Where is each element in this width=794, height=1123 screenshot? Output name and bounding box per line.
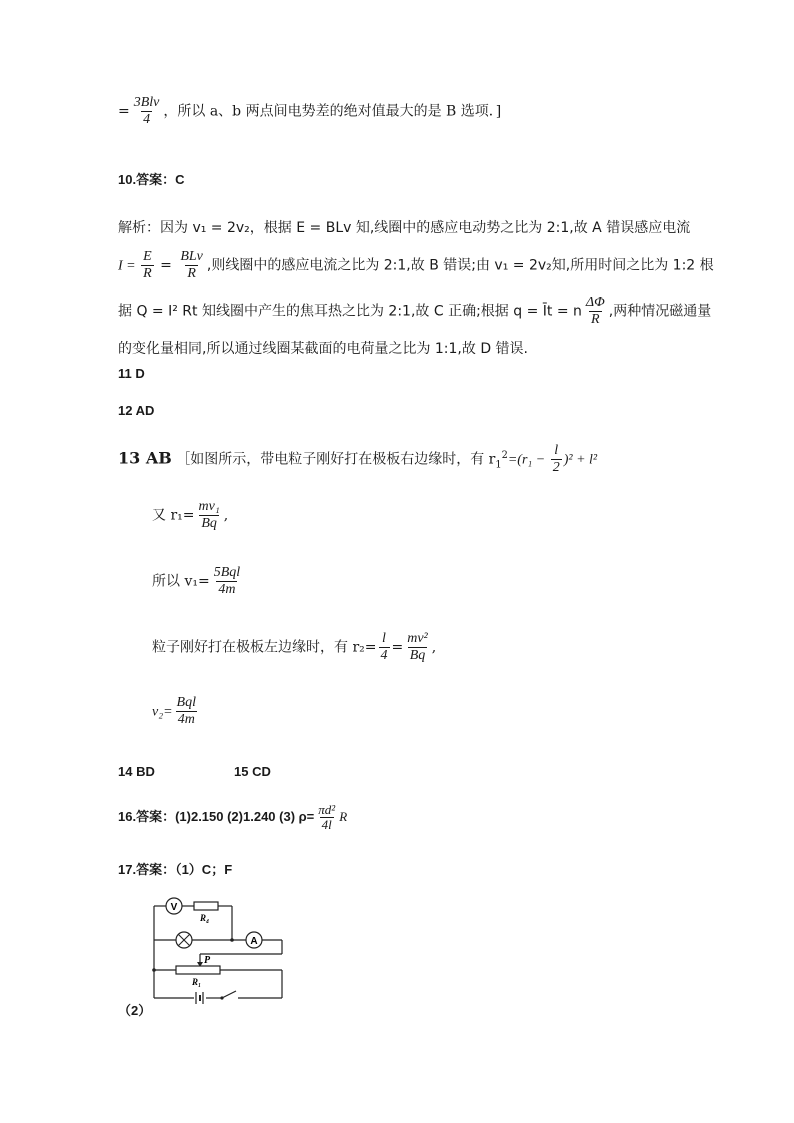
- q16-answer: 16.答案：(1)2.150 (2)1.240 (3) ρ= $\frac{\text{πd²}}{4l}$ R: [118, 802, 348, 832]
- q13-line-4: 粒子刚好打在极板左边缘时，有 r₂= $\frac{l}{4}$ = $\frac{\text{mv²}}{Bq}$ ,: [152, 631, 437, 663]
- fraction-e-r: $\frac{E}{R}$: [143, 249, 152, 281]
- resistor-r4: [194, 902, 218, 910]
- fraction-blv-r: $\frac{\text{BLv}}{R}$: [180, 249, 203, 281]
- slider-label: P: [204, 955, 211, 966]
- fraction-pid2-4l: $\frac{\text{πd²}}{4l}$: [318, 802, 336, 832]
- q10-label: 10.答案：C: [118, 172, 185, 187]
- q10-line-2: I = $\frac{E}{R}$ = $\frac{\text{BLv}}{R}$ ,则线圈中的感应电流之比为 2:1,故 B 错误;由 v₁ = 2v₂知,所用时间之比为 1:2 根: [118, 249, 714, 281]
- fraction-3blv-4: $\frac{\text{3Blv}}{4}$: [133, 95, 160, 127]
- r1-label: R₁: [192, 977, 202, 987]
- fraction-dphi-r: $\frac{\Delta\Phi}{R}$: [585, 295, 605, 327]
- circuit-diagram: [118, 890, 298, 1016]
- q12-answer: 12 AD: [118, 403, 155, 418]
- fraction-bql-4m: $\frac{\text{Bql}}{4m}$: [176, 695, 196, 727]
- q17-part-2: （2）: [118, 1003, 152, 1018]
- line-1-text: ，所以 a、b 两点间电势差的绝对值最大的是 B 选项．]: [163, 103, 502, 120]
- line-1: [118, 96, 501, 127]
- r4-label: R₄: [200, 913, 210, 923]
- voltmeter-label: V: [170, 902, 178, 913]
- junction-dot: [152, 968, 156, 972]
- ammeter-label: A: [250, 936, 258, 947]
- q10-line-4: 的变化量相同,所以通过线圈某截面的电荷量之比为 1:1,故 D 错误.: [118, 341, 529, 357]
- q13-head: 13 AB: [118, 448, 172, 468]
- q11-answer: 11 D: [118, 366, 145, 381]
- q13-line-1: 13 AB ［如图所示，带电粒子刚好打在极板右边缘时，有 $r_1^2=(r_1$ − $\frac{l}{2}$ )² + l²: [118, 443, 598, 475]
- q13-line-3: 所以 v₁= $\frac{\text{5Bql}}{4m}$: [152, 565, 241, 597]
- fraction-l-2: $\frac{l}{2}$: [552, 443, 560, 475]
- fraction-l-4: $\frac{l}{4}$: [380, 631, 388, 663]
- fraction-mv2-bq: $\frac{\text{mv²}}{Bq}$: [407, 631, 428, 663]
- fraction-mv1-bq: $\frac{\text{mv₁}}{Bq}$: [198, 499, 220, 531]
- q15-answer: 15 CD: [234, 764, 271, 779]
- q14-answer: 14 BD: [118, 764, 155, 779]
- q10-line-1: 解析：因为 v₁ = 2v₂，根据 E = BLv 知,线圈中的感应电动势之比为 2:1,故 A 错误感应电流: [118, 220, 691, 236]
- q13-line-2: 又 r₁= $\frac{\text{mv₁}}{Bq}$ ,: [152, 499, 229, 531]
- rheostat-r1: [176, 966, 220, 974]
- equals-sign: =: [118, 103, 130, 120]
- q10-line-3: 据 Q = I² Rt 知线圈中产生的焦耳热之比为 2:1,故 C 正确;根据 q = Īt = n $\frac{\Delta\Phi}{R}$ ,两种情况磁通量: [118, 295, 712, 327]
- q17-label: 17.答案：（1）C；F: [118, 862, 233, 877]
- q13-line-5: v₂= $\frac{\text{Bql}}{4m}$: [152, 695, 196, 727]
- fraction-5bql-4m: $\frac{\text{5Bql}}{4m}$: [213, 565, 241, 597]
- switch-icon: [220, 996, 223, 999]
- junction-dot: [230, 938, 234, 942]
